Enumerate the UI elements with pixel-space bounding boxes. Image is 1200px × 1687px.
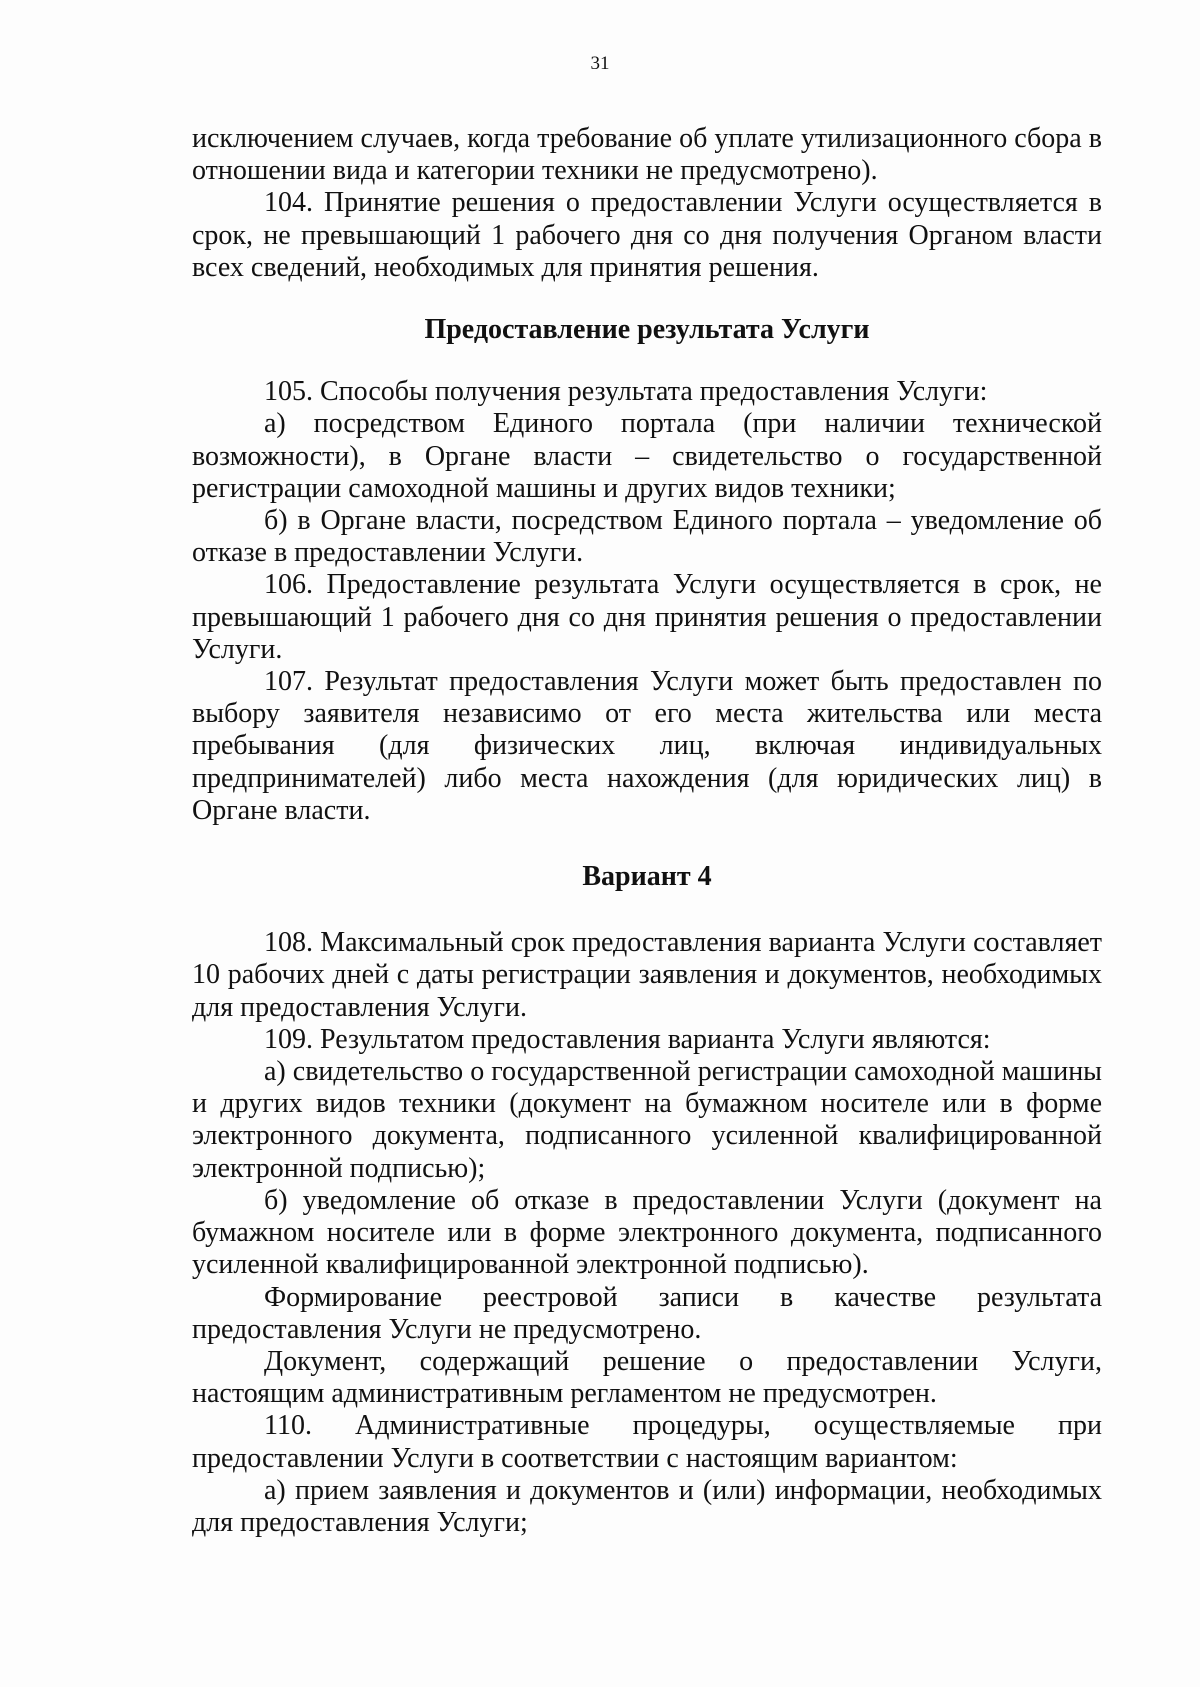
document-body [192,123,1102,1539]
paragraph-105: 105. Способы получения результата предоставления Услуги: [264,376,988,408]
paragraph-105-b: б) в Органе власти, посредством Единого портала – уведомление об отказе в предоставлении Услуги. [192,505,1102,569]
paragraph-105-a: а) посредством Единого портала (при наличии технической возможности), в Органе власти – свидетельство о государственной регистрации самоходной машины и других видов техники; [192,408,1102,504]
heading-result-provision: Предоставление результата Услуги [424,314,870,346]
heading-variant-4: Вариант 4 [582,861,712,893]
paragraph-108: 108. Максимальный срок предоставления варианта Услуги составляет 10 рабочих дней с даты регистрации заявления и документов, необходимых для предоставления Услуги. [192,927,1102,1023]
paragraph-107: 107. Результат предоставления Услуги может быть предоставлен по выбору заявителя независимо от его места жительства или места пребывания (для физических лиц, включая индивидуальных предпринимателей) либо места нахождения (для юридических лиц) в Органе власти. [192,666,1102,826]
paragraph-110: 110. Административные процедуры, осуществляемые при предоставлении Услуги в соответствии с настоящим вариантом: [192,1410,1102,1474]
paragraph-109-b: б) уведомление об отказе в предоставлении Услуги (документ на бумажном носителе или в форме электронного документа, подписанного усиленной квалифицированной электронной подписью). [192,1184,1102,1281]
paragraph-decision-document: Документ, содержащий решение о предоставлении Услуги, настоящим административным регламентом не предусмотрен. [192,1345,1102,1410]
paragraph-109-a: а) свидетельство о государственной регистрации самоходной машины и других видов техники (документ на бумажном носителе или в форме электронного документа, подписанного усиленной квалифицированной электронной подписью); [192,1056,1102,1184]
paragraph-continuation: исключением случаев, когда требование об уплате утилизационного сбора в отношении вида и категории техники не предусмотрено). [192,123,1102,187]
paragraph-106: 106. Предоставление результата Услуги осуществляется в срок, не превышающий 1 рабочего дня со дня принятия решения о предоставлении Услуги. [192,569,1102,665]
paragraph-109: 109. Результатом предоставления варианта Услуги являются: [264,1023,991,1055]
paragraph-registry-record: Формирование реестровой записи в качестве результата предоставления Услуги не предусмотрено. [192,1281,1102,1345]
paragraph-110-a: а) прием заявления и документов и (или) информации, необходимых для предоставления Услуги; [192,1474,1102,1538]
paragraph-104: 104. Принятие решения о предоставлении Услуги осуществляется в срок, не превышающий 1 рабочего дня со дня получения Органом власти всех сведений, необходимых для принятия решения. [192,187,1102,283]
page-number: 31 [590,53,610,74]
